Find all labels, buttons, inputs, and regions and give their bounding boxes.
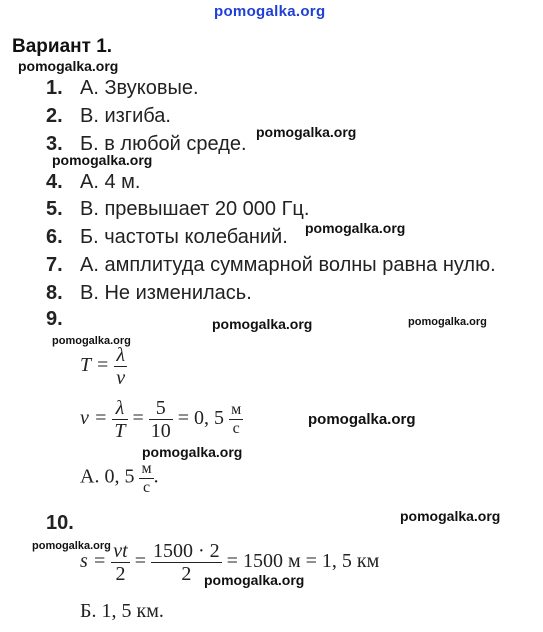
answer-number: 5. bbox=[46, 198, 63, 220]
fraction bbox=[111, 540, 129, 585]
answer-item bbox=[46, 171, 140, 194]
answer-number: 7. bbox=[46, 254, 63, 276]
denominator: 2 bbox=[151, 562, 222, 585]
watermark: pomogalka.org bbox=[408, 316, 487, 328]
watermark: pomogalka.org bbox=[52, 335, 131, 347]
fraction bbox=[151, 540, 222, 585]
numerator: λ bbox=[115, 397, 125, 419]
numerator: 5 bbox=[155, 397, 166, 419]
watermark: pomogalka.org bbox=[52, 152, 153, 168]
answer-text: Б. в любой среде. bbox=[80, 133, 247, 155]
denominator: 2 bbox=[111, 562, 129, 585]
numerator: м bbox=[141, 460, 152, 477]
answer-text: А. 4 м. bbox=[80, 171, 141, 193]
formula-lhs: v = bbox=[80, 407, 108, 430]
watermark: pomogalka.org bbox=[204, 572, 305, 588]
denominator: с bbox=[229, 419, 243, 438]
answer-text: А. амплитуда суммарной волны равна нулю. bbox=[80, 254, 496, 276]
answer-text: В. превышает 20 000 Гц. bbox=[80, 198, 310, 220]
numerator: vt bbox=[113, 540, 128, 562]
watermark: pomogalka.org bbox=[212, 316, 313, 332]
denominator: v bbox=[116, 367, 126, 389]
variant-title: Вариант 1. bbox=[12, 36, 113, 57]
formula-distance bbox=[80, 540, 379, 585]
watermark: pomogalka.org bbox=[32, 540, 111, 552]
numerator: м bbox=[231, 401, 242, 419]
watermark: pomogalka.org bbox=[214, 3, 326, 20]
result-value: = 1500 м = 1, 5 км bbox=[226, 550, 380, 573]
task10-answer: Б. 1, 5 км. bbox=[80, 600, 164, 622]
answer-number: 8. bbox=[46, 282, 63, 304]
answer-number: 10. bbox=[46, 512, 74, 534]
answer-item bbox=[46, 512, 80, 535]
answer-item bbox=[46, 282, 252, 305]
denominator: с bbox=[139, 478, 153, 497]
watermark: pomogalka.org bbox=[18, 58, 119, 74]
fraction bbox=[114, 344, 127, 389]
answer-item bbox=[46, 133, 247, 156]
watermark: pomogalka.org bbox=[256, 124, 357, 140]
answer-number: 9. bbox=[46, 308, 63, 330]
watermark: pomogalka.org bbox=[400, 508, 501, 524]
answer-item bbox=[46, 308, 80, 331]
answer-item bbox=[46, 198, 309, 221]
watermark: pomogalka.org bbox=[142, 444, 243, 460]
formula-speed bbox=[80, 397, 243, 442]
formula-period bbox=[80, 344, 127, 389]
period: . bbox=[153, 465, 159, 488]
answer-item bbox=[46, 105, 171, 128]
numerator: λ bbox=[116, 344, 126, 366]
answer-text: А. Звуковые. bbox=[80, 77, 199, 99]
unit-fraction bbox=[229, 401, 243, 437]
answer-value: А. 0, 5 bbox=[80, 465, 135, 488]
denominator: T bbox=[114, 420, 126, 442]
answer-number: 3. bbox=[46, 133, 63, 155]
answer-text: В. изгиба. bbox=[80, 105, 171, 127]
formula-lhs: s = bbox=[80, 550, 107, 573]
formula-lhs: T = bbox=[80, 354, 110, 377]
denominator: 10 bbox=[150, 420, 171, 442]
answer-text: В. Не изменилась. bbox=[80, 282, 252, 304]
answer-number: 4. bbox=[46, 171, 63, 193]
task9-answer bbox=[80, 460, 159, 496]
answer-number: 1. bbox=[46, 77, 63, 99]
result-value: = 0, 5 bbox=[177, 407, 225, 430]
fraction bbox=[112, 397, 127, 442]
answer-text: Б. частоты колебаний. bbox=[80, 226, 288, 248]
watermark: pomogalka.org bbox=[308, 411, 416, 428]
answer-item bbox=[46, 226, 288, 249]
unit-fraction bbox=[139, 460, 153, 496]
watermark: pomogalka.org bbox=[305, 220, 406, 236]
equals-sign: = bbox=[132, 407, 144, 430]
equals-sign: = bbox=[134, 550, 146, 573]
answer-number: 2. bbox=[46, 105, 63, 127]
answer-item bbox=[46, 254, 496, 277]
answer-item bbox=[46, 77, 199, 100]
numerator: 1500 · 2 bbox=[153, 540, 220, 562]
answer-number: 6. bbox=[46, 226, 63, 248]
fraction bbox=[149, 397, 173, 442]
